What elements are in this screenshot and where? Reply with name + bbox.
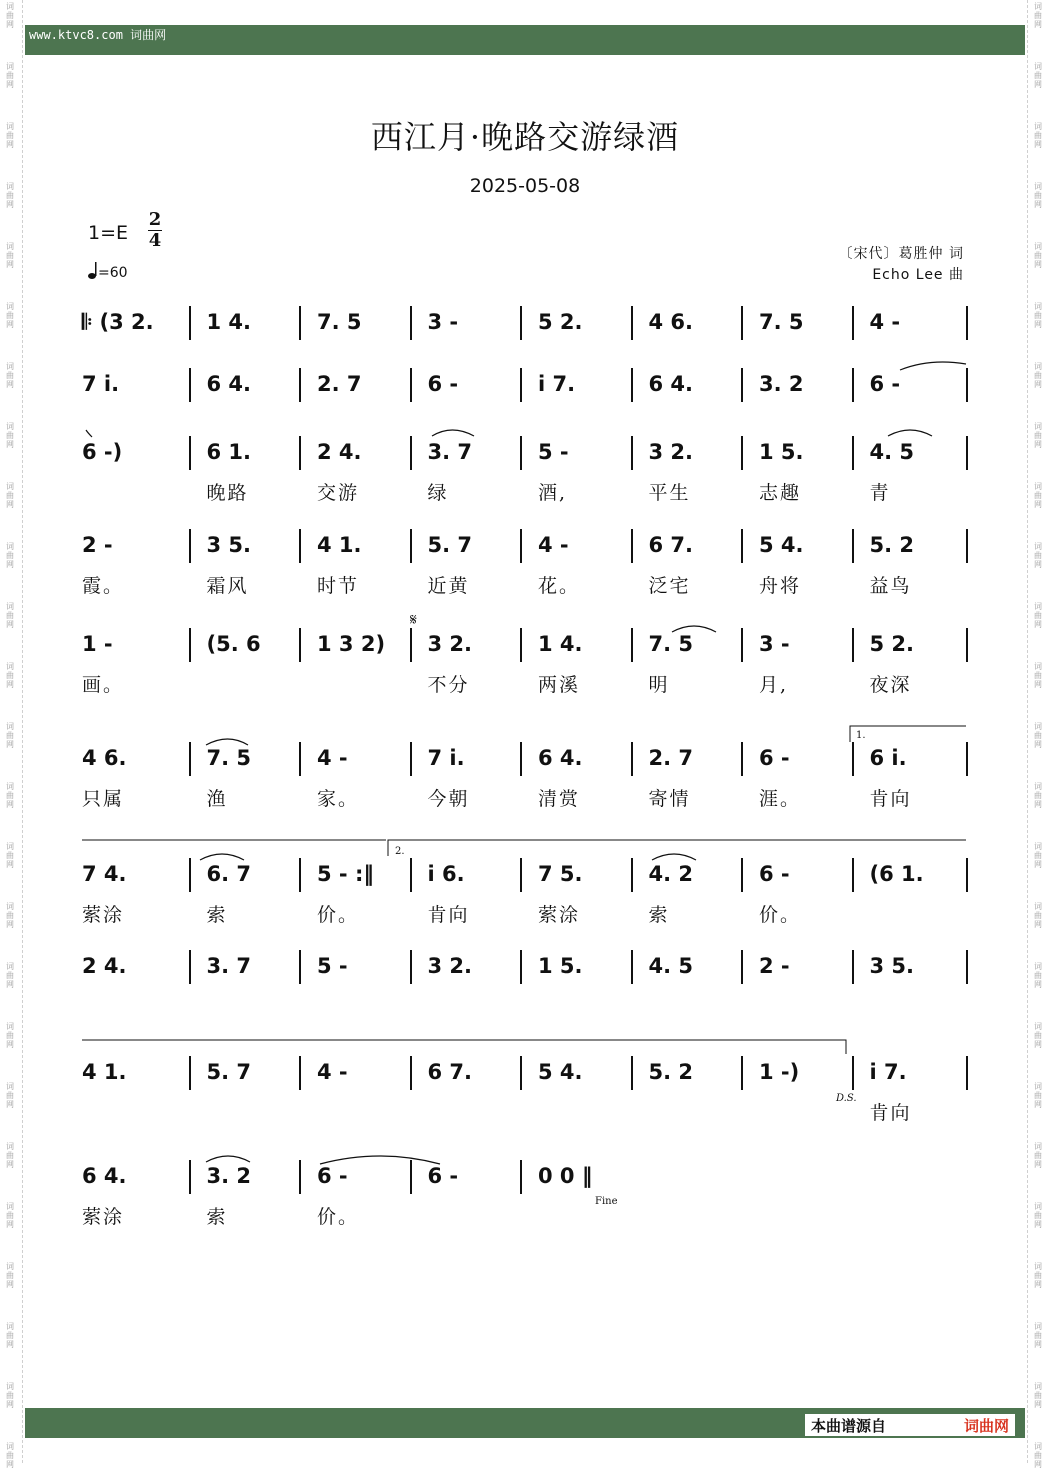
barline (741, 628, 743, 662)
lyric-word: 寄情 (648, 788, 691, 810)
measure: 4. 5 (648, 954, 694, 978)
notes-row (0, 310, 1050, 340)
barline (520, 1056, 522, 1090)
watermark-text: 词 曲 网 (1034, 1082, 1042, 1109)
notes-row (0, 954, 1050, 984)
watermark-text: 词 曲 网 (6, 962, 14, 989)
measure: i 7. (869, 1060, 907, 1084)
watermark-text: 词 曲 网 (1034, 362, 1042, 389)
measure: 4 - (869, 310, 901, 334)
watermark-text: 词 曲 网 (6, 1202, 14, 1229)
lyric-word: 明 (648, 674, 670, 696)
volta-2-label: 2. (395, 846, 405, 857)
measure: 3 - (427, 310, 459, 334)
tie-slur (206, 1156, 250, 1162)
watermark-text: 词 曲 网 (1034, 302, 1042, 329)
barline (631, 950, 633, 984)
measure: 6 4. (206, 372, 252, 396)
watermark-text: 词 曲 网 (1034, 122, 1042, 149)
tie-slur (888, 430, 932, 436)
measure: 5 4. (759, 533, 804, 557)
lyric-word: 泛宅 (648, 575, 691, 597)
barline (410, 436, 412, 470)
barline (852, 368, 854, 402)
measure: 5. 2 (869, 533, 915, 557)
watermark-text: 词 曲 网 (6, 1382, 14, 1409)
barline (631, 1056, 633, 1090)
measure: 7 i. (427, 746, 465, 770)
barline (852, 950, 854, 984)
lyric-word: 只属 (82, 788, 125, 810)
watermark-text: 词 曲 网 (6, 1262, 14, 1289)
lyric-word: 价。 (317, 1206, 360, 1228)
lyric-word: 晚路 (206, 482, 249, 504)
lyric-word: 价。 (317, 904, 360, 926)
barline (631, 368, 633, 402)
measure: 3 5. (206, 533, 252, 557)
left-watermark-column (0, 0, 23, 1469)
lyric-word: 月, (759, 674, 789, 696)
watermark-text: 词 曲 网 (1034, 602, 1042, 629)
watermark-text: 词 曲 网 (1034, 62, 1042, 89)
measure: 6. 7 (206, 862, 252, 886)
barline (741, 436, 743, 470)
watermark-text: 词 曲 网 (6, 362, 14, 389)
measure: 2 - (82, 533, 113, 557)
lyric-word: 花。 (538, 575, 581, 597)
measure: 1 5. (538, 954, 583, 978)
notes-row (0, 632, 1050, 662)
barline (966, 742, 968, 776)
barline (410, 306, 412, 340)
notes-row (0, 746, 1050, 776)
notes-row (0, 533, 1050, 563)
measure: 1 5. (759, 440, 804, 464)
watermark-text: 词 曲 网 (6, 182, 14, 209)
measure: 1 4. (538, 632, 583, 656)
tie-slur (652, 854, 696, 860)
watermark-text: 词 曲 网 (1034, 842, 1042, 869)
measure: 2 4. (82, 954, 127, 978)
watermark-text: 词 曲 网 (6, 1082, 14, 1109)
header-bar (25, 25, 1025, 55)
watermark-text: 词 曲 网 (1034, 1202, 1042, 1229)
notes-row (0, 1164, 1050, 1194)
lyric-word: 萦涂 (82, 1206, 125, 1228)
segno-mark: 𝄋 (410, 610, 417, 629)
lyricist: 〔宋代〕葛胜仲 词 (838, 246, 964, 262)
measure: 2 4. (317, 440, 362, 464)
measure: 5 - :‖ (317, 862, 374, 886)
barline (741, 368, 743, 402)
barline (741, 742, 743, 776)
measure: 6 - (317, 1164, 348, 1188)
watermark-text: 词 曲 网 (1034, 722, 1042, 749)
measure: 6 4. (82, 1164, 127, 1188)
barline (852, 436, 854, 470)
barline (189, 628, 191, 662)
lyric-word: 益鸟 (869, 575, 912, 597)
lyric-word: 索 (648, 904, 670, 926)
watermark-text: 词 曲 网 (1034, 662, 1042, 689)
lyric-word: 索 (206, 904, 228, 926)
barline (520, 628, 522, 662)
barline (520, 950, 522, 984)
measure: 4 - (538, 533, 569, 557)
measure: 7 5. (538, 862, 583, 886)
measure: 6 - (759, 746, 790, 770)
tempo-value: =60 (98, 265, 128, 281)
song-date: 2025-05-08 (469, 175, 581, 197)
barline (966, 628, 968, 662)
measure: 6 - (759, 862, 790, 886)
tie-slur (320, 1156, 440, 1164)
tie-slur (900, 362, 966, 370)
measure: 3 2. (648, 440, 694, 464)
barline (520, 436, 522, 470)
barline (410, 1056, 412, 1090)
measure: (6 1. (869, 862, 924, 886)
lyric-word: 舟将 (759, 575, 802, 597)
watermark-text: 词 曲 网 (6, 242, 14, 269)
barline (741, 529, 743, 563)
lyric-word: 交游 (317, 482, 360, 504)
barline (189, 950, 191, 984)
measure: 6 - (869, 372, 901, 396)
fine-mark: Fine (595, 1196, 618, 1207)
measure: 3 2. (427, 632, 473, 656)
barline (520, 1160, 522, 1194)
barline (299, 950, 301, 984)
watermark-text: 词 曲 网 (6, 122, 14, 149)
measure: 7. 5 (317, 310, 362, 334)
measure: 2 - (759, 954, 790, 978)
lyric-word: 肯向 (869, 1102, 912, 1124)
measure: 6 7. (648, 533, 694, 557)
measure: 4 1. (317, 533, 362, 557)
measure: 4 - (317, 1060, 348, 1084)
measure: 6 - (427, 1164, 459, 1188)
key-signature: 1=E (88, 222, 129, 244)
barline (966, 1056, 968, 1090)
barline (299, 436, 301, 470)
barline (741, 1056, 743, 1090)
measure: 1 - (82, 632, 113, 656)
tie-slur (86, 430, 92, 437)
watermark-text: 词 曲 网 (1034, 1142, 1042, 1169)
barline (852, 628, 854, 662)
volta-1-bracket (850, 726, 966, 742)
barline (520, 858, 522, 892)
ds-mark: D.S. (836, 1093, 857, 1104)
barline (189, 1056, 191, 1090)
barline (299, 858, 301, 892)
lyric-word: 萦涂 (538, 904, 581, 926)
notes-row (0, 862, 1050, 892)
measure: 6 1. (206, 440, 252, 464)
watermark-text: 词 曲 网 (6, 722, 14, 749)
lyric-word: 渔 (206, 788, 228, 810)
time-signature (148, 210, 162, 251)
watermark-text: 词 曲 网 (1034, 422, 1042, 449)
lyric-word: 今朝 (427, 788, 470, 810)
measure: 7. 5 (759, 310, 804, 334)
notes-row (0, 372, 1050, 402)
measure: 5. 2 (648, 1060, 694, 1084)
measure: 3. 7 (206, 954, 252, 978)
measure: 6 i. (869, 746, 907, 770)
measure: 5 - (317, 954, 348, 978)
tempo-marking (88, 262, 128, 281)
watermark-text: 词 曲 网 (1034, 242, 1042, 269)
measure: 1 -) (759, 1060, 800, 1084)
barline (299, 1056, 301, 1090)
measure: 7. 5 (206, 746, 252, 770)
lyric-word: 画。 (82, 674, 125, 696)
barline (410, 950, 412, 984)
barline (966, 368, 968, 402)
barline (410, 1160, 412, 1194)
volta-1-label: 1. (856, 730, 866, 741)
measure: 6 -) (82, 440, 123, 464)
barline (631, 742, 633, 776)
measure: 4 6. (648, 310, 694, 334)
measure: 7 4. (82, 862, 127, 886)
watermark-text: 词 曲 网 (6, 62, 14, 89)
measure: 3. 2 (206, 1164, 252, 1188)
watermark-text: 词 曲 网 (1034, 482, 1042, 509)
barline (520, 368, 522, 402)
watermark-text: 词 曲 网 (1034, 182, 1042, 209)
measure: 3 2. (427, 954, 473, 978)
watermark-text: 词 曲 网 (6, 842, 14, 869)
barline (520, 529, 522, 563)
barline (299, 742, 301, 776)
barline (852, 1056, 854, 1090)
measure: i 6. (427, 862, 465, 886)
watermark-text: 词 曲 网 (6, 782, 14, 809)
composer: Echo Lee 曲 (872, 267, 964, 283)
tie-slur (200, 854, 244, 860)
lyric-word: 时节 (317, 575, 360, 597)
barline (631, 628, 633, 662)
watermark-text: 词 曲 网 (6, 602, 14, 629)
lyric-word: 价。 (759, 904, 802, 926)
lyric-word: 近黄 (427, 575, 470, 597)
barline (852, 742, 854, 776)
notes-row (0, 1060, 1050, 1090)
watermark-text: 词 曲 网 (6, 1022, 14, 1049)
barline (189, 742, 191, 776)
lyric-word: 肯向 (427, 904, 470, 926)
watermark-text: 词 曲 网 (6, 1322, 14, 1349)
watermark-text: 词 曲 网 (6, 1142, 14, 1169)
measure: 3. 2 (759, 372, 804, 396)
watermark-text: 词 曲 网 (6, 2, 14, 29)
measure: 3 5. (869, 954, 915, 978)
watermark-text: 词 曲 网 (1034, 1262, 1042, 1289)
barline (966, 306, 968, 340)
measure: 1 3 2) (317, 632, 386, 656)
lyric-word: 肯向 (869, 788, 912, 810)
tie-slur (206, 739, 248, 745)
barline (966, 529, 968, 563)
notes-row (0, 440, 1050, 470)
lyric-word: 霜风 (206, 575, 249, 597)
barline (520, 306, 522, 340)
lyric-word: 绿 (427, 482, 449, 504)
barline (966, 436, 968, 470)
lyric-word: 两溪 (538, 674, 581, 696)
quarter-note-icon (88, 262, 98, 280)
site-url[interactable]: www.ktvc8.com 词曲网 (29, 28, 167, 42)
barline (189, 858, 191, 892)
source-credit[interactable] (805, 1414, 1015, 1436)
barline (410, 742, 412, 776)
footer-bar (25, 1408, 1025, 1438)
lyric-word: 不分 (427, 674, 470, 696)
measure: (5. 6 (206, 632, 261, 656)
barline (189, 306, 191, 340)
lyric-word: 霞。 (82, 575, 125, 597)
barline (852, 529, 854, 563)
barline (189, 529, 191, 563)
measure: 4 6. (82, 746, 127, 770)
watermark-text: 词 曲 网 (6, 482, 14, 509)
barline (410, 368, 412, 402)
lyric-word: 萦涂 (82, 904, 125, 926)
measure: 0 0 ‖ (538, 1164, 593, 1188)
measure: 7 i. (82, 372, 120, 396)
lyric-word: 青 (869, 482, 891, 504)
lyric-word: 平生 (648, 482, 691, 504)
measure: 7. 5 (648, 632, 694, 656)
measure: 1 4. (206, 310, 252, 334)
barline (631, 858, 633, 892)
lyric-word: 家。 (317, 788, 360, 810)
barline (741, 306, 743, 340)
watermark-text: 词 曲 网 (6, 302, 14, 329)
watermark-text: 词 曲 网 (6, 422, 14, 449)
measure: 6 7. (427, 1060, 473, 1084)
watermark-text: 词 曲 网 (1034, 1442, 1042, 1469)
credit-label: 本曲谱源自 (811, 1417, 887, 1435)
measure: 6 4. (538, 746, 583, 770)
measure: 5 2. (538, 310, 583, 334)
measure: 4 - (317, 746, 348, 770)
barline (410, 628, 412, 662)
volta-2-bracket (388, 840, 966, 856)
barline (299, 628, 301, 662)
barline (410, 858, 412, 892)
watermark-text: 词 曲 网 (6, 1442, 14, 1469)
measure: 3 - (759, 632, 790, 656)
watermark-text: 词 曲 网 (1034, 1382, 1042, 1409)
measure: 5. 7 (206, 1060, 252, 1084)
barline (520, 742, 522, 776)
measure: 𝄆 (3 2. (82, 310, 154, 334)
barline (299, 368, 301, 402)
barline (852, 858, 854, 892)
measure: 5 2. (869, 632, 915, 656)
barline (966, 950, 968, 984)
barline (852, 306, 854, 340)
watermark-text: 词 曲 网 (1034, 782, 1042, 809)
lyric-word: 索 (206, 1206, 228, 1228)
measure: 4. 2 (648, 862, 694, 886)
right-watermark-column (1027, 0, 1050, 1469)
measure: 5. 7 (427, 533, 473, 557)
barline (299, 529, 301, 563)
interlude-bracket (82, 1040, 846, 1054)
lyric-word: 夜深 (869, 674, 912, 696)
barline (299, 306, 301, 340)
barline (966, 858, 968, 892)
measure: 2. 7 (317, 372, 362, 396)
lyric-word: 酒, (538, 482, 568, 504)
watermark-text: 词 曲 网 (6, 542, 14, 569)
barline (631, 529, 633, 563)
time-denominator: 4 (148, 230, 162, 251)
barline (410, 529, 412, 563)
barline (299, 1160, 301, 1194)
measure: 6 4. (648, 372, 694, 396)
watermark-text: 词 曲 网 (1034, 962, 1042, 989)
credit-site: 词曲网 (963, 1417, 1009, 1435)
measure: 2. 7 (648, 746, 694, 770)
barline (189, 436, 191, 470)
measure: 5 - (538, 440, 569, 464)
measure: 6 - (427, 372, 459, 396)
barline (189, 368, 191, 402)
watermark-text: 词 曲 网 (6, 902, 14, 929)
barline (631, 306, 633, 340)
measure: 5 4. (538, 1060, 583, 1084)
watermark-text: 词 曲 网 (1034, 542, 1042, 569)
measure: 3. 7 (427, 440, 473, 464)
measure: 4. 5 (869, 440, 915, 464)
watermark-text: 词 曲 网 (1034, 1322, 1042, 1349)
barline (631, 436, 633, 470)
watermark-text: 词 曲 网 (6, 662, 14, 689)
lyric-word: 涯。 (759, 788, 802, 810)
measure: i 7. (538, 372, 576, 396)
tie-slur (432, 430, 474, 436)
lyric-word: 志趣 (759, 482, 802, 504)
barline (741, 950, 743, 984)
barline (741, 858, 743, 892)
watermark-text: 词 曲 网 (1034, 902, 1042, 929)
lyric-word: 清赏 (538, 788, 581, 810)
barline (189, 1160, 191, 1194)
song-title: 西江月·晚路交游绿酒 (370, 118, 680, 156)
measure: 4 1. (82, 1060, 127, 1084)
watermark-text: 词 曲 网 (1034, 2, 1042, 29)
time-numerator: 2 (148, 209, 162, 230)
watermark-text: 词 曲 网 (1034, 1022, 1042, 1049)
